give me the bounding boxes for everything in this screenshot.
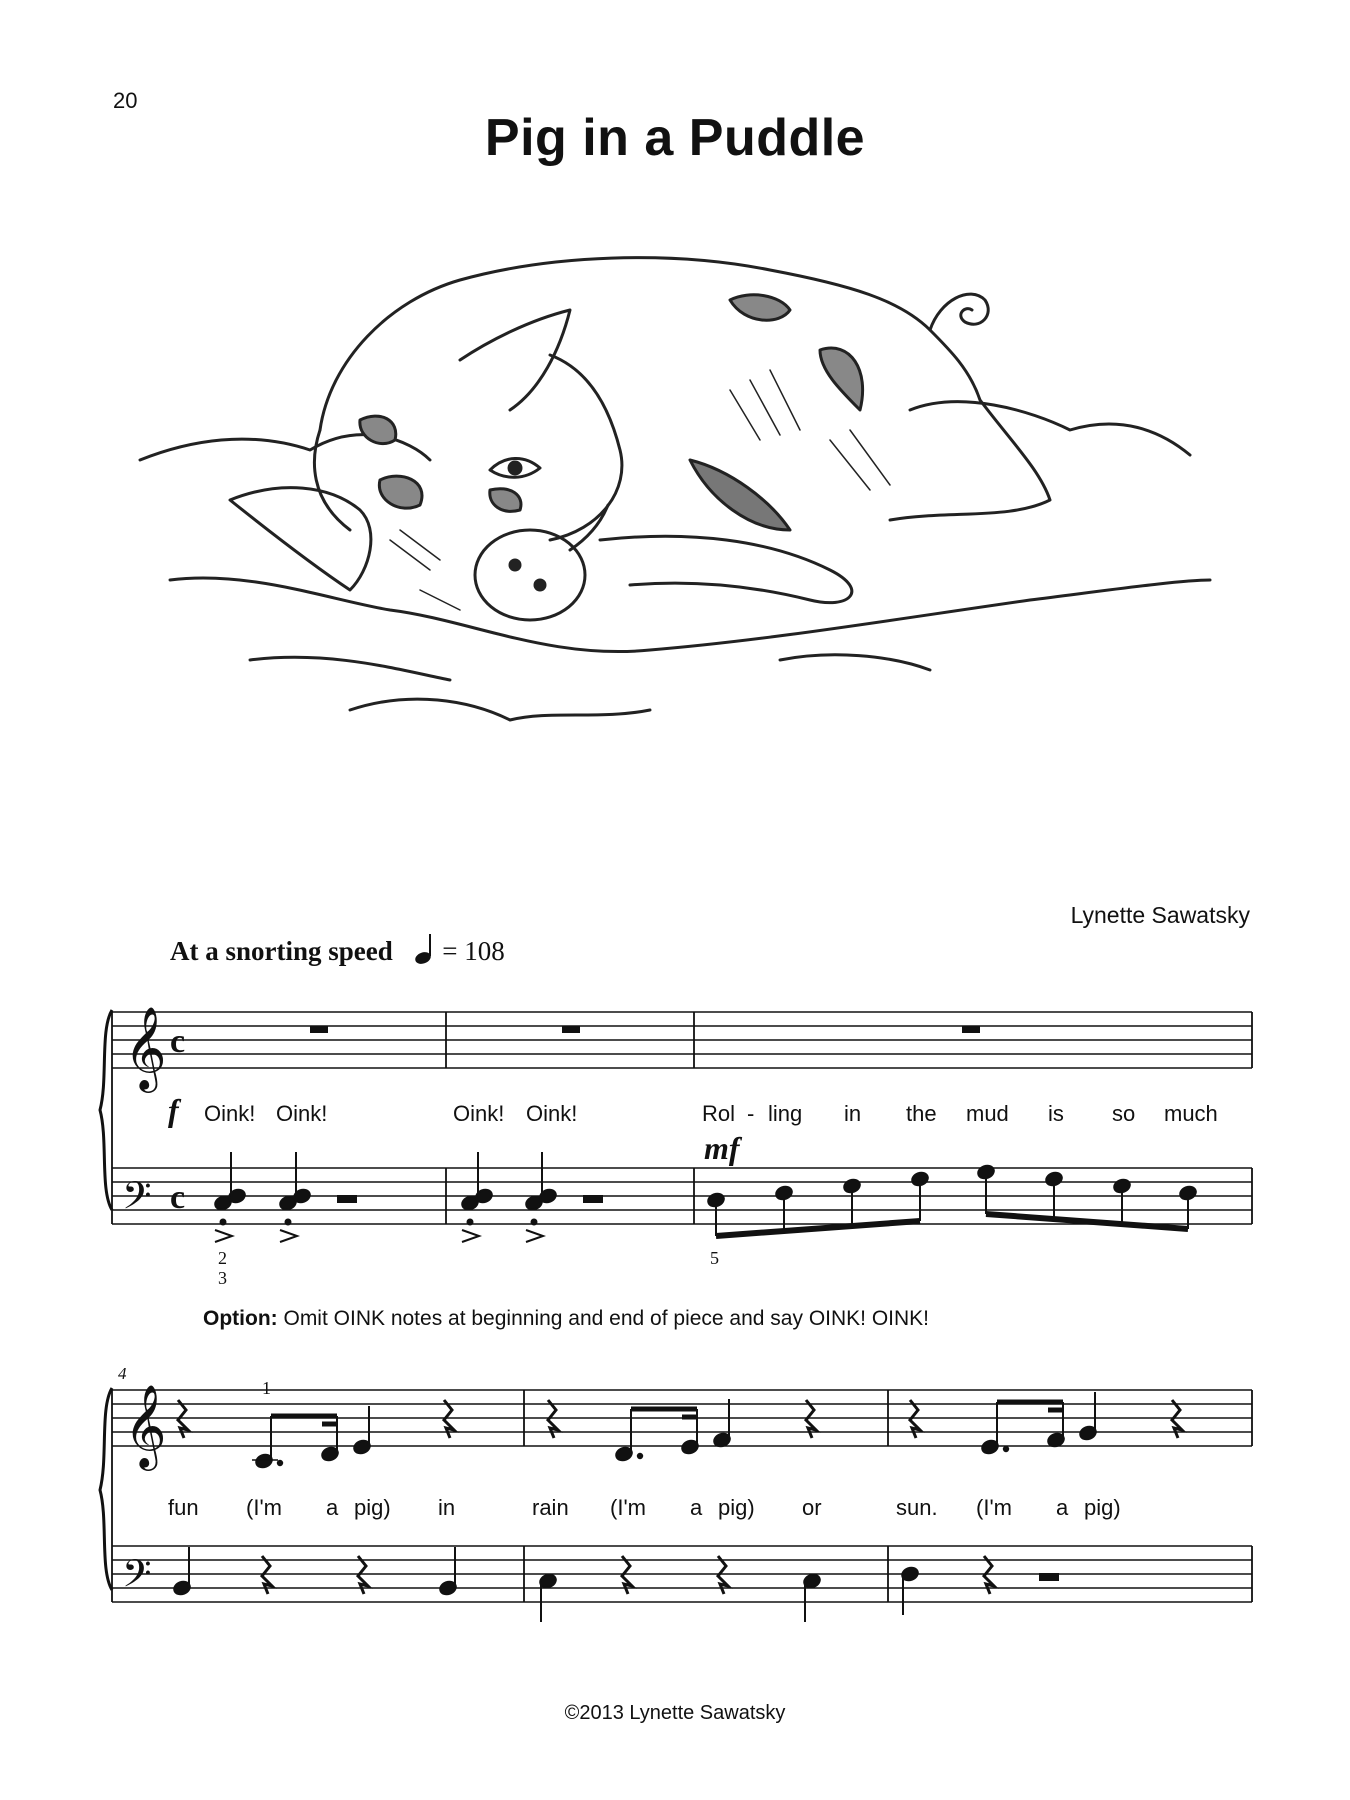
copyright: ©2013 Lynette Sawatsky [564,1702,786,1724]
bass-clef-icon: 𝄢 [122,1551,152,1605]
lyric: ling [768,1101,803,1126]
lyric: or [802,1495,822,1520]
dynamic-mezzo-forte: mf [704,1130,740,1166]
bass-staff-2 [112,1546,1252,1602]
common-time-icon: c [170,1023,186,1060]
lyric: Oink! [276,1101,328,1126]
fingering: 3 [218,1268,227,1288]
option-label: Option: [203,1307,278,1330]
lyric: pig) [354,1495,391,1520]
lyric: is [1048,1101,1064,1126]
lyric: much [1164,1101,1218,1126]
fingering: 1 [262,1378,271,1398]
lyric: the [906,1101,937,1126]
lyric: Rol [702,1101,736,1126]
dynamic-forte: f [168,1092,179,1128]
lyric: in [844,1101,862,1126]
lyric: pig) [718,1495,755,1520]
lyric: Oink! [453,1101,505,1126]
tempo-bpm: = 108 [442,936,505,966]
measure-number: 4 [118,1364,127,1383]
lyric: fun [168,1495,199,1520]
page-title: Pig in a Puddle [484,109,866,167]
lyric: (I'm [976,1495,1012,1520]
lyric: (I'm [610,1495,646,1520]
treble-clef-icon: 𝄞 [124,1383,167,1467]
treble-clef-icon: 𝄞 [124,1005,167,1089]
bass-clef-icon: 𝄢 [122,1173,152,1227]
lyric: rain [532,1495,569,1520]
fingering: 2 [218,1248,227,1268]
lyric: Oink! [526,1101,578,1126]
whole-rest [962,1026,980,1033]
bass-notes-s2 [172,1547,1058,1622]
treble-staff-1 [112,1012,1252,1068]
lyric: sun. [896,1495,938,1520]
option-text: Omit OINK notes at beginning and end of piece and say OINK! OINK! [283,1307,929,1330]
page-number: 20 [113,88,138,113]
whole-rest [310,1026,328,1033]
lyric: so [1112,1101,1136,1126]
common-time-icon: c [170,1179,186,1216]
whole-rest [562,1026,580,1033]
bass-staff-1 [112,1168,1252,1224]
lyric: a [690,1495,703,1520]
fingering: 5 [710,1248,719,1268]
option-note [203,1307,929,1331]
lyric: mud [966,1101,1009,1126]
bass-notes-m3 [706,1164,1197,1236]
lyric: a [1056,1495,1069,1520]
tempo-text: At a snorting speed [170,936,393,966]
lyric: in [438,1495,456,1520]
composer-credit: Lynette Sawatsky [1070,902,1250,928]
lyric: Oink! [204,1101,256,1126]
lyric: - [747,1101,755,1126]
lyric: (I'm [246,1495,282,1520]
lyric: pig) [1084,1495,1121,1520]
lyric: a [326,1495,339,1520]
